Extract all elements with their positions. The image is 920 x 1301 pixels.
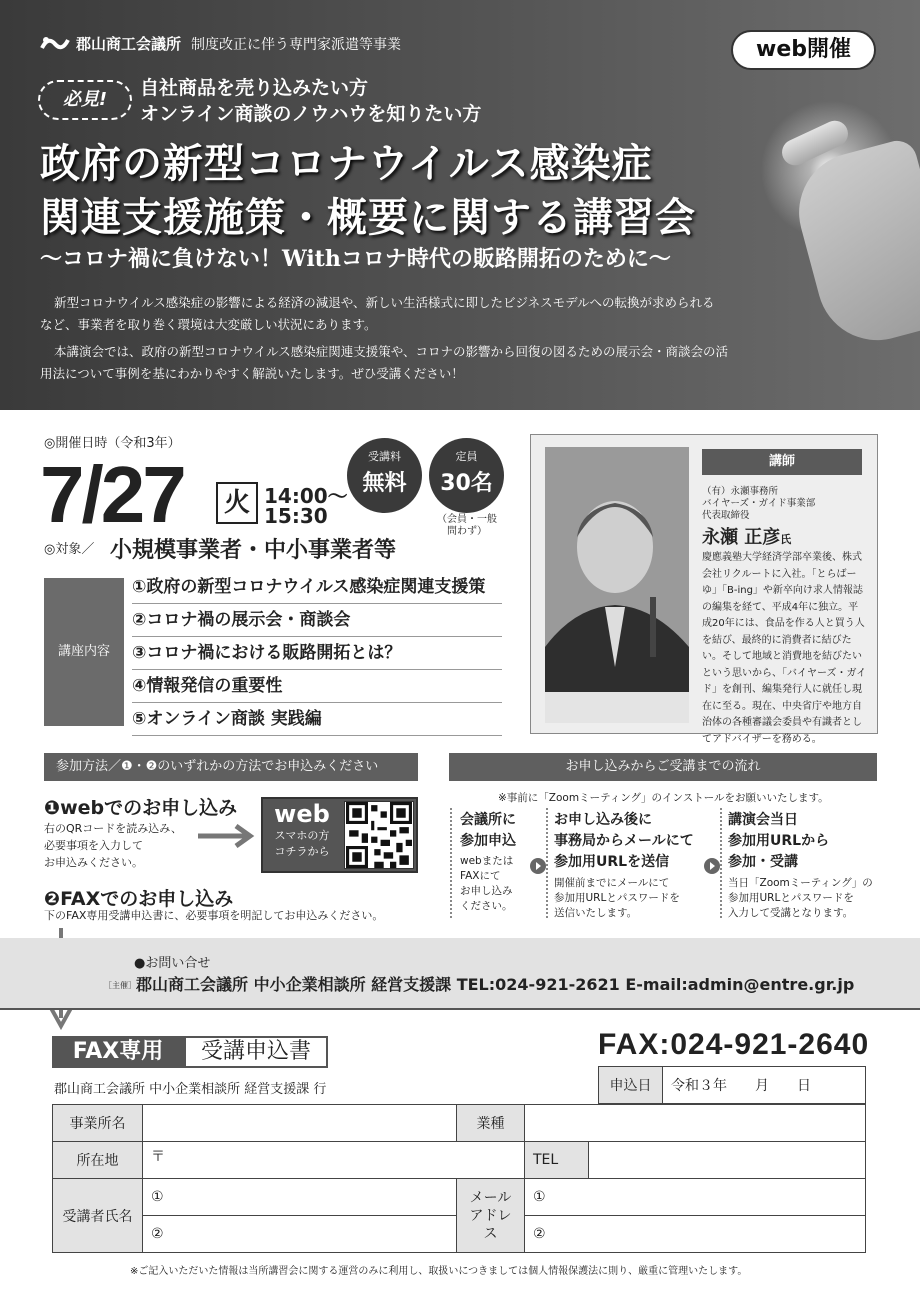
lead-line-4: 用法について事例を基にわかりやすく解説いたします。ぜひ受講ください！ — [40, 366, 464, 381]
cut-line — [0, 1008, 920, 1010]
org-header — [40, 33, 401, 54]
flow-divider-2 — [546, 808, 548, 918]
application-table — [52, 1104, 866, 1253]
fee-badge — [347, 438, 422, 513]
fax-number: FAX:024-921-2640 — [598, 1028, 870, 1061]
must-see-badge: 必見! — [38, 80, 132, 120]
course-item-1: ①政府の新型コロナウイルス感染症関連支援策 — [132, 572, 502, 604]
web-apply-text-2: 必要事項を入力して — [44, 839, 143, 852]
qr-web-title: web — [274, 800, 330, 828]
attendee-field-1[interactable] — [143, 1179, 457, 1216]
flow-bar: お申し込みからご受講までの流れ — [449, 753, 877, 781]
attendee-field-2[interactable] — [143, 1216, 457, 1253]
flow-arrow-1-icon — [530, 858, 546, 874]
target-line-2: オンライン商談のノウハウを知りたい方 — [140, 103, 482, 125]
web-apply-heading: ❶webでのお申し込み — [44, 797, 238, 819]
date-label: ◎開催日時（令和3年） — [44, 436, 181, 451]
form-to: 郡山商工会議所 中小企業相談所 経営支援課 行 — [54, 1082, 327, 1097]
qr-sub-2: コチラから — [274, 845, 330, 858]
postal-mark: 〒 — [151, 1149, 165, 1165]
flow-divider-3 — [720, 808, 722, 918]
fax-only-tag: FAX専用 — [52, 1036, 184, 1068]
attendee-n1: ① — [151, 1189, 164, 1205]
flow-step-3-title: 講演会当日 参加用URLから 参加・受講 — [728, 812, 830, 870]
target-line-1: 自社商品を売り込みたい方 — [140, 77, 369, 99]
host-tag: ［主催］ — [104, 981, 136, 990]
speaker-role-1: バイヤーズ・ガイド事業部 — [702, 498, 816, 509]
date-label-cell: 申込日 — [599, 1067, 663, 1104]
title-line-1: 政府の新型コロナウイルス感染症 — [40, 141, 653, 187]
fax-apply-heading: ❷FAXでのお申し込み — [44, 888, 234, 910]
event-date: 7/27 — [40, 450, 184, 539]
address-field[interactable] — [143, 1142, 525, 1179]
project-name: 制度改正に伴う専門家派遣等事業 — [191, 36, 402, 53]
target-label: ◎対象／ — [44, 542, 95, 557]
speaker-company: （有）永瀬事務所 — [702, 486, 779, 497]
time-end: 15:30 — [264, 504, 328, 528]
speaker-silhouette-icon — [545, 447, 689, 723]
industry-label: 業種 — [457, 1105, 525, 1142]
contact-heading: ●お問い合せ — [134, 956, 211, 971]
course-label: 講座内容 — [44, 578, 124, 726]
flow-divider-1 — [450, 808, 452, 918]
target-value: 小規模事業者・中小事業者等 — [110, 538, 397, 563]
flow-step-1-text: webまたは FAXにて お申し込み ください。 — [460, 855, 514, 912]
course-item-3: ③コロナ禍における販路開拓とは？ — [132, 638, 502, 670]
fax-apply-text: 下のFAX専用受講申込書に、必要事項を明記してお申込みください。 — [44, 909, 384, 922]
lead-line-2: など、事業者を取り巻く環境は大変厳しい状況にあります。 — [40, 317, 377, 332]
flow-step-2-title: お申し込み後に 事務局からメールにて 参加用URLを送信 — [554, 812, 694, 870]
hero-banner — [0, 0, 920, 410]
qr-sub-1: スマホの方 — [274, 829, 330, 842]
contact-line[interactable]: 郡山商工会議所 中小企業相談所 経営支援課 TEL:024-921-2621 E-mail:admin@entre.gr.jp — [136, 975, 855, 994]
email-n1: ① — [533, 1189, 546, 1205]
speaker-name — [702, 523, 791, 549]
flow-step-2-text: 開催前までにメールにて 参加用URLとパスワードを 送信いたします。 — [554, 877, 680, 919]
course-item-4: ④情報発信の重要性 — [132, 671, 502, 703]
web-badge: web開催 — [731, 30, 876, 70]
web-apply-text-3: お申込みください。 — [44, 856, 143, 869]
apply-bar: 参加方法／❶・❷のいずれかの方法でお申込みください — [44, 753, 418, 781]
qr-code-icon — [345, 802, 413, 868]
tel-field[interactable] — [589, 1142, 866, 1179]
lecturer-tag: 講師 — [702, 449, 862, 475]
course-item-5: ⑤オンライン商談 実践編 — [132, 704, 502, 736]
arrow-right-icon — [196, 824, 256, 848]
web-apply-text-1: 右のQRコードを読み込み、 — [44, 822, 182, 835]
qr-web-label — [264, 800, 340, 860]
business-name-label: 事業所名 — [53, 1105, 143, 1142]
privacy-footnote: ※ご記入いただいた情報は当所講習会に関する運営のみに利用し、取扱いにつきましては個人情報保護法に則り、厳重に管理いたします。 — [130, 1266, 748, 1277]
speaker-suffix: 氏 — [780, 533, 792, 546]
speaker-bio: 慶應義塾大学経済学部卒業後、株式会社リクルートに入社。「とらばーゆ」「B-ing」や新卒向け求人情報誌の編集を経て、平成4年に独立。平成20年には、食品を作る人と買う人を結び、最終的に消費者に結びたい。そして地域と消費地を結びたいという思いから、「バイヤーズ・ガイド」を創刊、編集発行人に就任し現在に至る。現在、中央省庁や地方自治体の各種審議会委員や有識者としてアドバイザーを務める。 — [702, 552, 867, 745]
email-n2: ② — [533, 1226, 546, 1242]
flow-arrow-2-icon — [704, 858, 720, 874]
fee-label: 受講料 — [368, 450, 401, 463]
tel-label: TEL — [525, 1142, 589, 1179]
flow-step-1-title: 会議所に 参加申込 — [460, 812, 516, 849]
capacity-value: 30名 — [440, 471, 493, 496]
flow-note: ※事前に「Zoomミーティング」のインストールをお願いいたします。 — [498, 792, 829, 804]
speaker-photo — [545, 447, 689, 723]
org-name: 郡山商工会議所 — [76, 35, 182, 53]
capacity-badge — [429, 438, 504, 513]
email-field-2[interactable] — [525, 1216, 866, 1253]
date-table — [598, 1066, 866, 1104]
qr-code[interactable] — [344, 801, 414, 869]
industry-field[interactable] — [525, 1105, 866, 1142]
email-field-1[interactable] — [525, 1179, 866, 1216]
org-logo-icon — [40, 34, 70, 54]
flow-step-3-text: 当日「Zoomミーティング」の 参加用URLとパスワードを 入力して受講となります。 — [728, 877, 873, 919]
attendee-label: 受講者氏名 — [53, 1179, 143, 1253]
subtitle: 〜コロナ禍に負けない！Withコロナ時代の販路開拓のために〜 — [40, 246, 671, 272]
capacity-label: 定員 — [455, 450, 478, 463]
date-value-cell[interactable]: 令和３年 月 日 — [663, 1067, 866, 1104]
lead-line-1: 新型コロナウイルス感染症の影響による経済の減退や、新しい生活様式に即したビジネスモデルへの転換が求められる — [54, 295, 715, 310]
member-note: （会員・一般 問わず） — [437, 514, 497, 537]
time-start: 14:00〜 — [264, 484, 348, 508]
email-label: メール アドレス — [457, 1179, 525, 1253]
course-item-2: ②コロナ禍の展示会・商談会 — [132, 605, 502, 637]
form-title: 受講申込書 — [184, 1036, 328, 1068]
speaker-name-text: 永瀬 正彦 — [702, 527, 781, 548]
address-label: 所在地 — [53, 1142, 143, 1179]
speaker-role-2: 代表取締役 — [702, 510, 750, 521]
fee-value: 無料 — [362, 471, 407, 496]
title-line-2: 関連支援施策・概要に関する講習会 — [40, 195, 696, 241]
business-name-field[interactable] — [143, 1105, 457, 1142]
lead-line-3: 本講演会では、政府の新型コロナウイルス感染症関連支援策や、コロナの影響から回復の図るための展示会・商談会の活 — [54, 344, 729, 359]
day-of-week: 火 — [216, 482, 258, 524]
attendee-n2: ② — [151, 1226, 164, 1242]
